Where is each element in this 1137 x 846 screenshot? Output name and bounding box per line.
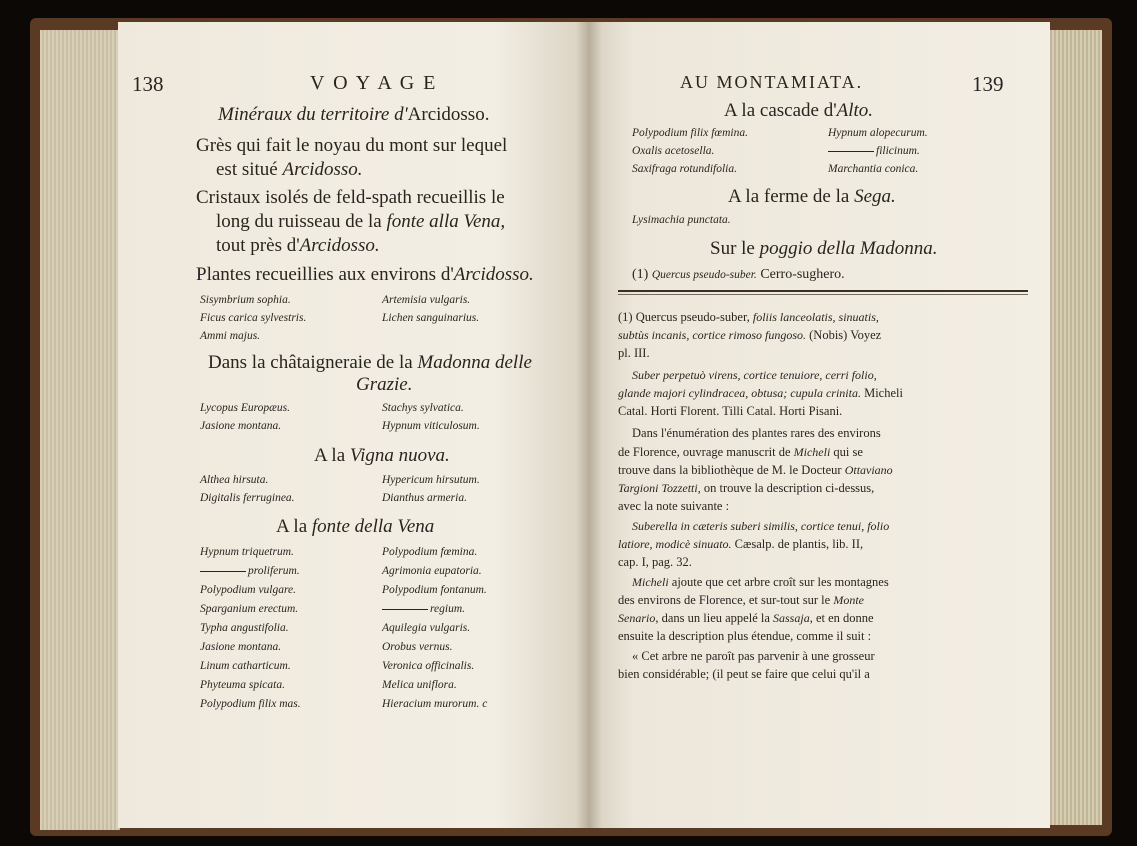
footnote-text: Cæsalp. de plantis, lib. II, [731, 537, 864, 551]
section-heading-vigna: A la Vigna nuova. [314, 445, 450, 466]
entry-cristaux-line-1: Cristaux isolés de feld-spath recueillis le [196, 187, 505, 208]
footnote-text: Suber perpetuò virens, cortice tenuiore, cerri folio, [632, 368, 877, 382]
plant-item: Sparganium erectum. [200, 603, 299, 615]
plant-item: Artemisia vulgaris. [382, 294, 471, 306]
footnote-text: trouve dans la bibliothèque de M. le Docteur [618, 463, 845, 477]
plant-item: Aquilegia vulgaris. [382, 622, 471, 634]
footnote-text: Suberella in cæteris suberi similis, cortice tenui, folio [632, 519, 890, 533]
section-heading-chataigneraie: Dans la châtaigneraie de la Madonna delle [208, 352, 532, 373]
plant-item-quercus: (1) Quercus pseudo-suber. Cerro-sughero. [632, 267, 845, 282]
footnote-text: Micheli [793, 445, 831, 459]
plant-item: Lysimachia punctata. [632, 214, 731, 226]
entry-gres-line-2: est situé Arcidosso. [216, 159, 363, 180]
footnote-text: , dans un lieu appelé la [655, 611, 774, 625]
section-heading-mineraux: Minéraux du territoire d'Arcidosso. [218, 104, 490, 125]
footnote-text: (Nobis) Voyez [806, 328, 882, 342]
plant-item: Hypnum alopecurum. [828, 127, 928, 139]
plant-item: filicinum. [828, 145, 920, 157]
footnote-line [618, 629, 871, 644]
plant-item: Jasione montana. [200, 420, 282, 432]
right-page [588, 22, 1050, 828]
plant-item: regium. [382, 603, 465, 615]
footnote-text: pl. III. [618, 346, 650, 360]
plant-item: Hieracium murorum. c [382, 698, 488, 710]
footnote-text: latiore, modicè sinuato. [618, 537, 732, 551]
section-heading-plantes: Plantes recueillies aux environs d'Arcidosso. [196, 264, 534, 285]
section-heading-ferme: A la ferme de la Sega. [728, 186, 896, 207]
plant-item: Hypnum viticulosum. [382, 420, 480, 432]
footnote-line [618, 404, 842, 419]
page-number: 139 [972, 72, 1004, 96]
entry-cristaux-line-2: long du ruisseau de la fonte alla Vena, [216, 211, 506, 232]
footnote-line [618, 593, 864, 608]
plant-item: Orobus vernus. [382, 641, 453, 653]
footnote-text: glande majori cylindracea, obtusa; cupula crinita. [618, 386, 861, 400]
section-heading-chataigneraie-cont: Grazie. [356, 374, 413, 395]
plant-item: Typha angustifolia. [200, 622, 289, 634]
footnote-text: Micheli [632, 575, 669, 589]
footnote-rule-thin [618, 294, 1028, 295]
footnote-line [618, 611, 874, 626]
plant-item: Oxalis acetosella. [632, 145, 715, 157]
plant-item: Hypericum hirsutum. [382, 474, 480, 486]
footnote-text: qui se [830, 445, 863, 459]
footnote-text: subtùs incanis, cortice rimoso fungoso. [618, 328, 806, 342]
footnote-line [632, 575, 889, 590]
page-number: 138 [132, 72, 164, 96]
plant-item: Melica uniflora. [382, 679, 457, 691]
left-page [118, 22, 588, 828]
footnote-rule [618, 290, 1028, 292]
footnote-text: Catal. Horti Florent. Tilli Catal. Horti Pisani. [618, 404, 843, 418]
section-heading-poggio: Sur le poggio della Madonna. [710, 238, 938, 259]
footnote-line [618, 499, 729, 514]
plant-item: Polypodium fœmina. [382, 546, 478, 558]
footnote-text: Sassaja [773, 611, 810, 625]
footnote-text: ajoute que cet arbre croît sur les montagnes [668, 575, 889, 589]
plant-item: Saxifraga rotundifolia. [632, 163, 737, 175]
footnote-line [618, 555, 692, 570]
footnote-line [632, 426, 881, 441]
plant-item: Sisymbrium sophia. [200, 294, 291, 306]
footnote-line [618, 310, 879, 325]
footnote-text: Monte [833, 593, 864, 607]
footnote-line [618, 346, 650, 361]
plant-item: Polypodium filix mas. [200, 698, 301, 710]
footnote-text: avec la note suivante : [618, 499, 730, 513]
plant-item: Veronica officinalis. [382, 660, 475, 672]
page-edges-left [40, 30, 120, 830]
footnote-text: Dans l'énumération des plantes rares des environs [632, 426, 881, 440]
plant-item: Marchantia conica. [828, 163, 919, 175]
footnote-line [618, 445, 863, 460]
footnote-text: Senario [618, 611, 656, 625]
footnote-text: bien considérable; (il peut se faire que celui qu'il a [618, 667, 870, 681]
footnote-text: ensuite la description plus étendue, comme il suit : [618, 629, 872, 643]
footnote-text: de Florence, ouvrage manuscrit de [618, 445, 794, 459]
section-heading-cascade: A la cascade d'Alto. [724, 100, 874, 121]
footnote-text: « Cet arbre ne paroît pas parvenir à une grosseur [632, 649, 875, 663]
plant-item: Jasione montana. [200, 641, 282, 653]
plant-item: Polypodium filix fœmina. [632, 127, 748, 139]
footnote-text: Ottaviano [844, 463, 893, 477]
footnote-text: cap. I, pag. 32. [618, 555, 692, 569]
footnote-line [618, 481, 874, 496]
plant-item: Dianthus armeria. [382, 492, 467, 504]
gutter-shadow [576, 22, 602, 828]
plant-item: Lycopus Europæus. [200, 402, 290, 414]
footnote-line [618, 386, 903, 401]
plant-item: Phyteuma spicata. [200, 679, 285, 691]
footnote-line [618, 463, 893, 478]
plant-item: Hypnum triquetrum. [200, 546, 294, 558]
plant-item: Polypodium fontanum. [382, 584, 487, 596]
footnote-text: on trouve la description ci-dessus, [700, 481, 875, 495]
running-head: AU MONTAMIATA. [680, 72, 864, 92]
footnote-line [632, 368, 877, 383]
footnote-line [618, 328, 881, 343]
plant-item: Stachys sylvatica. [382, 402, 464, 414]
plant-item: proliferum. [200, 565, 300, 577]
plant-item: Linum catharticum. [200, 660, 291, 672]
plant-item: Agrimonia eupatoria. [382, 565, 482, 577]
running-head: V O Y A G E [310, 72, 438, 94]
footnote-line [618, 537, 863, 552]
footnote-text: foliis lanceolatis, sinuatis, [752, 310, 879, 324]
footnote-line [632, 649, 875, 664]
footnote-text: des environs de Florence, et sur-tout sur le [618, 593, 834, 607]
section-heading-fonte: A la fonte della Vena [276, 516, 435, 537]
footnote-text: (1) Quercus pseudo-suber, [618, 310, 753, 324]
footnote-text: , et en donne [809, 611, 874, 625]
footnote-text: Micheli [860, 386, 903, 400]
entry-gres-line-1: Grès qui fait le noyau du mont sur lequel [196, 135, 508, 156]
plant-item: Lichen sanguinarius. [382, 312, 480, 324]
plant-item: Digitalis ferruginea. [200, 492, 295, 504]
plant-item: Ammi majus. [200, 330, 261, 342]
footnote-line [632, 519, 889, 534]
entry-cristaux-line-3: tout près d'Arcidosso. [216, 235, 380, 256]
footnote-text: Targioni Tozzetti, [618, 481, 701, 495]
plant-item: Althea hirsuta. [200, 474, 269, 486]
footnote-line [618, 667, 870, 682]
plant-item: Polypodium vulgare. [200, 584, 297, 596]
plant-item: Ficus carica sylvestris. [200, 312, 307, 324]
